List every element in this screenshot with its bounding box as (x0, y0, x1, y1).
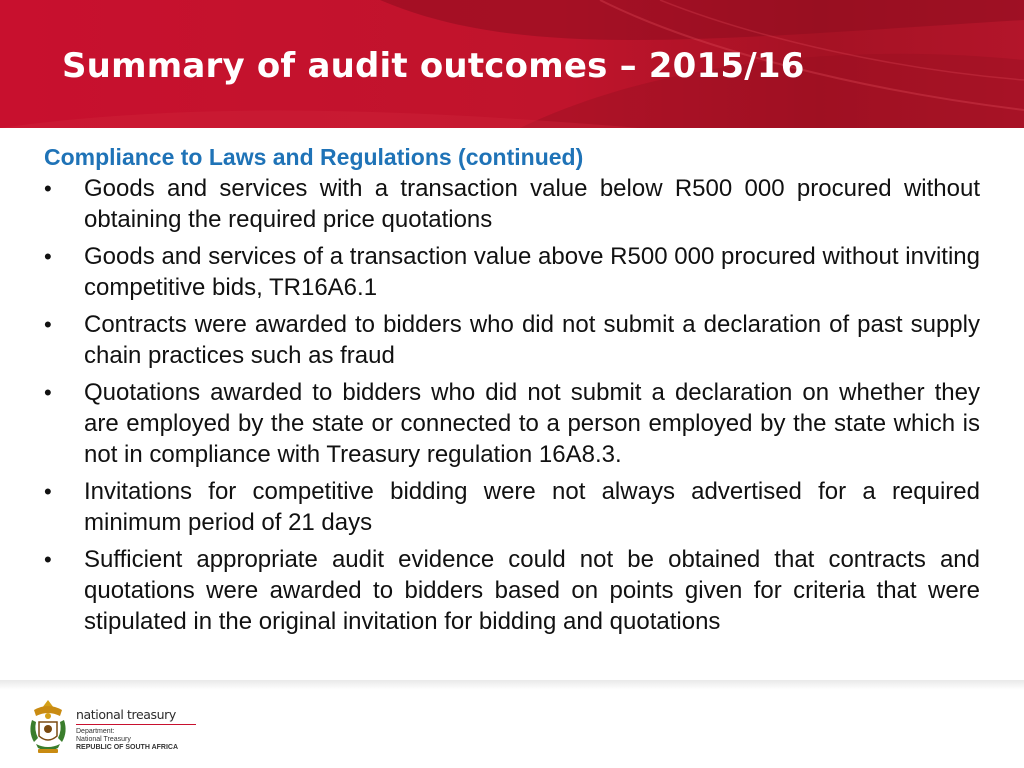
bullet-text: Contracts were awarded to bidders who did not submit a declaration of past supply chain practices such as fraud (84, 311, 980, 369)
list-item (44, 476, 980, 538)
title-banner (0, 0, 1024, 128)
logo-wordmark (76, 708, 196, 752)
logo-department-name: National Treasury (76, 736, 131, 743)
bullet-marker: • (44, 312, 52, 337)
list-item (44, 241, 980, 303)
coat-of-arms-icon (26, 698, 70, 756)
bullet-text: Sufficient appropriate audit evidence could not be obtained that contracts and quotations were awarded to bidders based on points given for criteria that were stipulated in the original invitation for bidding and quotations (84, 546, 980, 635)
list-item (44, 173, 980, 235)
slide-body (44, 142, 980, 643)
logo-country: REPUBLIC OF SOUTH AFRICA (76, 744, 179, 751)
bullet-text: Goods and services with a transaction value below R500 000 procured without obtaining the required price quotations (84, 175, 980, 233)
list-item (44, 309, 980, 371)
list-item (44, 377, 980, 470)
bullet-marker: • (44, 479, 52, 504)
list-item (44, 544, 980, 637)
national-treasury-logo (26, 698, 186, 758)
page-title: Summary of audit outcomes – 2015/16 (62, 46, 805, 86)
bullet-list (44, 173, 980, 637)
logo-department-label: Department: (76, 728, 115, 735)
bullet-marker: • (44, 244, 52, 269)
bullet-text: Invitations for competitive bidding were not always advertised for a required minimum period of 21 days (84, 478, 980, 536)
footer-divider (0, 680, 1024, 690)
logo-rule (76, 724, 196, 725)
bullet-text: Quotations awarded to bidders who did not submit a declaration on whether they are employed by the state or connected to a person employed by the state which is not in compliance with Treasury regulation 16A8.3. (84, 379, 980, 468)
bullet-marker: • (44, 176, 52, 201)
logo-brand-name: national treasury (76, 707, 176, 722)
bullet-marker: • (44, 380, 52, 405)
bullet-text: Goods and services of a transaction value above R500 000 procured without inviting competitive bids, TR16A6.1 (84, 243, 980, 301)
bullet-marker: • (44, 547, 52, 572)
section-subheading: Compliance to Laws and Regulations (continued) (44, 144, 584, 170)
